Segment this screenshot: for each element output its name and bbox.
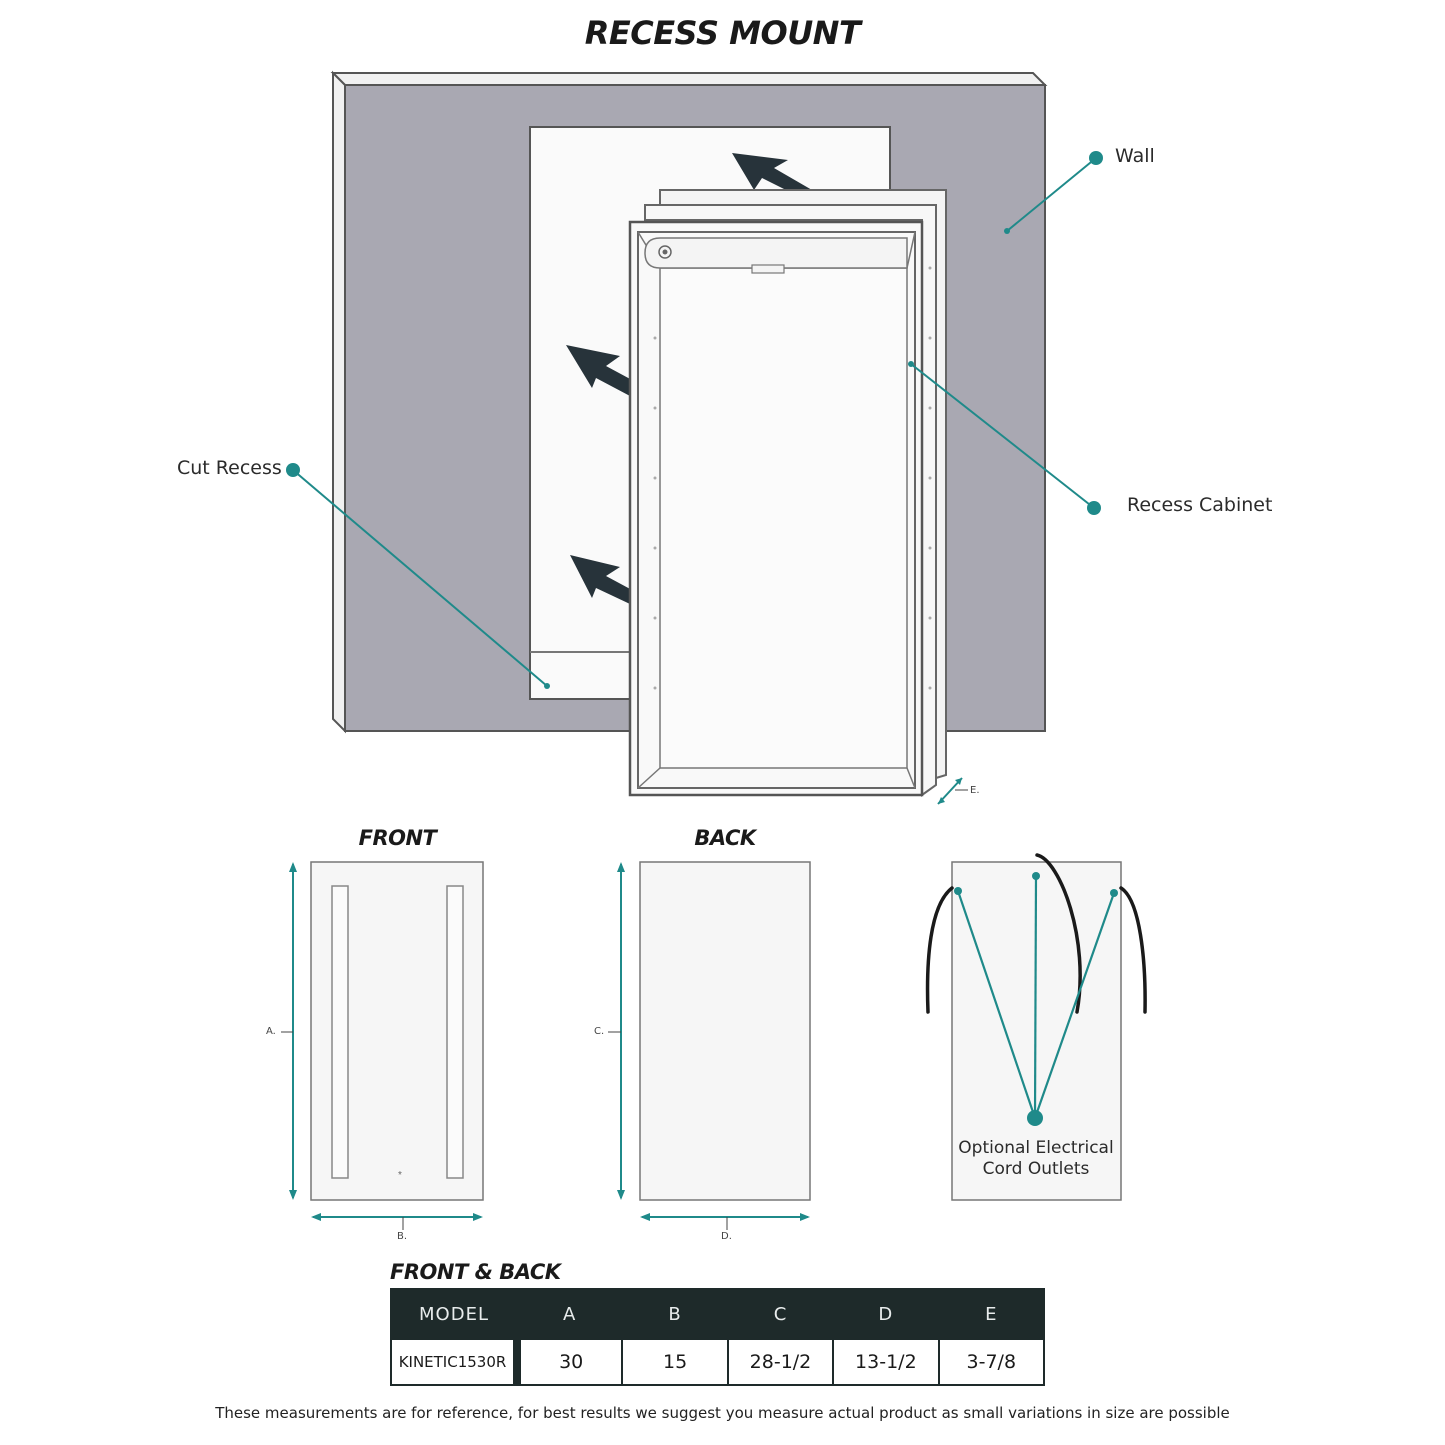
table-header-cell: B <box>622 1289 727 1339</box>
outlets-label-line2: Cord Outlets <box>982 1159 1090 1179</box>
table-cell-model: KINETIC1530R <box>391 1339 517 1385</box>
recess-cabinet <box>630 190 946 795</box>
outlets-label <box>952 1138 1120 1180</box>
cord-icon <box>928 888 952 1012</box>
front-view <box>281 862 483 1230</box>
wall-label: Wall <box>1115 145 1155 167</box>
cord-icon <box>1121 888 1145 1012</box>
cut-recess-label: Cut Recess <box>177 457 282 479</box>
dim-label-b: B. <box>397 1231 408 1242</box>
back-view <box>608 862 810 1230</box>
dimensions-table <box>390 1288 1045 1386</box>
depth-e-indicator <box>938 778 968 804</box>
table-cell: 30 <box>517 1339 622 1385</box>
table-cell: 13-1/2 <box>833 1339 938 1385</box>
table-header-cell: D <box>833 1289 938 1339</box>
table-cell: 15 <box>622 1339 727 1385</box>
table-header-cell: A <box>517 1289 622 1339</box>
recess-cabinet-label: Recess Cabinet <box>1127 494 1273 516</box>
outlets-label-line1: Optional Electrical <box>958 1138 1114 1158</box>
table-header-cell: C <box>728 1289 833 1339</box>
back-title: BACK <box>694 826 756 850</box>
front-back-title: FRONT & BACK <box>390 1260 561 1284</box>
main-title: RECESS MOUNT <box>584 14 861 52</box>
footer-note: These measurements are for reference, for best results we suggest you measure actual product as small variations in size are possible <box>215 1404 1230 1422</box>
dim-label-a: A. <box>266 1026 276 1037</box>
table-cell: 28-1/2 <box>728 1339 833 1385</box>
dim-label-e: E. <box>970 785 980 796</box>
table-header-row <box>391 1289 1044 1339</box>
outlet-hub-dot <box>1027 1110 1043 1126</box>
dim-label-d: D. <box>721 1231 732 1242</box>
dim-label-c: C. <box>594 1026 605 1037</box>
svg-text:*: * <box>398 1170 402 1181</box>
table-header-cell: MODEL <box>391 1289 517 1339</box>
table-row <box>391 1339 1044 1385</box>
table-header-cell: E <box>939 1289 1044 1339</box>
front-title: FRONT <box>358 826 437 850</box>
table-cell: 3-7/8 <box>939 1339 1044 1385</box>
